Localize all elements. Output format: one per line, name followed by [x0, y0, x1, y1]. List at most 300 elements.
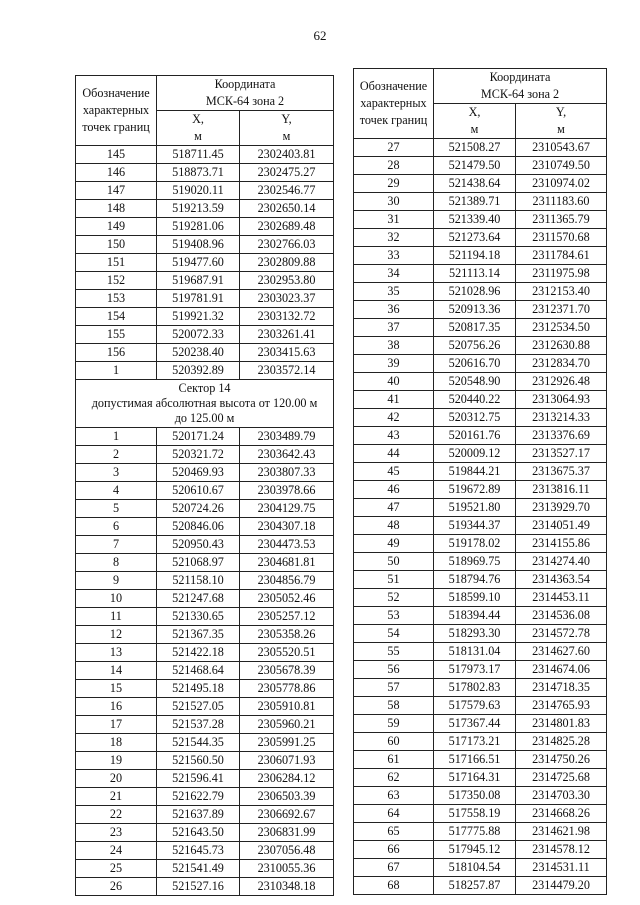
point-number-cell: 1 — [76, 428, 157, 446]
x-label: X, — [468, 105, 481, 119]
table-row — [76, 590, 334, 608]
table-row — [76, 536, 334, 554]
point-number-cell: 37 — [354, 319, 434, 337]
designation-header: Обозначение характерных точек границ — [354, 69, 434, 139]
y-unit: м — [557, 122, 565, 136]
x-coordinate-cell: 517973.17 — [434, 661, 516, 679]
table-row — [354, 463, 607, 481]
point-number-cell: 151 — [76, 254, 157, 272]
table-row — [354, 571, 607, 589]
x-coordinate-cell: 521537.28 — [157, 716, 240, 734]
table-row — [354, 193, 607, 211]
y-coordinate-cell: 2313064.93 — [516, 391, 607, 409]
point-number-cell: 50 — [354, 553, 434, 571]
y-coordinate-cell: 2314703.30 — [516, 787, 607, 805]
table-row — [354, 877, 607, 895]
x-coordinate-cell: 521560.50 — [157, 752, 240, 770]
point-number-cell: 146 — [76, 164, 157, 182]
table-row — [76, 608, 334, 626]
point-number-cell: 42 — [354, 409, 434, 427]
x-coordinate-cell: 517802.83 — [434, 679, 516, 697]
x-coordinate-cell: 520616.70 — [434, 355, 516, 373]
x-coordinate-cell: 521028.96 — [434, 283, 516, 301]
point-number-cell: 150 — [76, 236, 157, 254]
x-coordinate-cell: 519521.80 — [434, 499, 516, 517]
x-coordinate-cell: 519178.02 — [434, 535, 516, 553]
x-coordinate-cell: 520846.06 — [157, 518, 240, 536]
x-coordinate-cell: 521422.18 — [157, 644, 240, 662]
y-coordinate-cell: 2314668.26 — [516, 805, 607, 823]
y-coordinate-cell: 2302766.03 — [240, 236, 334, 254]
point-number-cell: 25 — [76, 860, 157, 878]
y-coordinate-cell: 2314718.35 — [516, 679, 607, 697]
x-coordinate-cell: 520009.12 — [434, 445, 516, 463]
x-coordinate-cell: 521527.05 — [157, 698, 240, 716]
point-number-cell: 67 — [354, 859, 434, 877]
x-coordinate-cell: 519781.91 — [157, 290, 240, 308]
table-row — [76, 146, 334, 164]
y-coordinate-cell: 2310749.50 — [516, 157, 607, 175]
y-coordinate-cell: 2314274.40 — [516, 553, 607, 571]
x-coordinate-cell: 520817.35 — [434, 319, 516, 337]
point-number-cell: 46 — [354, 481, 434, 499]
point-number-cell: 19 — [76, 752, 157, 770]
y-coordinate-cell: 2310055.36 — [240, 860, 334, 878]
table-row — [354, 211, 607, 229]
table-row — [354, 301, 607, 319]
table-row — [76, 842, 334, 860]
point-number-cell: 149 — [76, 218, 157, 236]
y-coordinate-cell: 2304129.75 — [240, 500, 334, 518]
point-number-cell: 58 — [354, 697, 434, 715]
x-coordinate-cell: 519020.11 — [157, 182, 240, 200]
table-row — [76, 362, 334, 380]
y-coordinate-cell: 2313376.69 — [516, 427, 607, 445]
table-row — [76, 446, 334, 464]
x-coordinate-cell: 519687.91 — [157, 272, 240, 290]
y-label: Y, — [281, 112, 292, 126]
table-row — [354, 445, 607, 463]
x-coordinate-cell: 521643.50 — [157, 824, 240, 842]
y-coordinate-cell: 2311975.98 — [516, 265, 607, 283]
coordinates-table-right — [353, 68, 607, 895]
y-coordinate-cell: 2306071.93 — [240, 752, 334, 770]
y-coordinate-cell: 2314765.93 — [516, 697, 607, 715]
table-row — [354, 265, 607, 283]
y-coordinate-cell: 2306503.39 — [240, 788, 334, 806]
y-coordinate-cell: 2305910.81 — [240, 698, 334, 716]
point-number-cell: 2 — [76, 446, 157, 464]
point-number-cell: 53 — [354, 607, 434, 625]
y-coordinate-cell: 2314155.86 — [516, 535, 607, 553]
y-coordinate-cell: 2313527.17 — [516, 445, 607, 463]
x-coordinate-cell: 519672.89 — [434, 481, 516, 499]
point-number-cell: 31 — [354, 211, 434, 229]
coordinates-table-left — [75, 75, 334, 896]
table-row — [354, 643, 607, 661]
y-coordinate-cell: 2312926.48 — [516, 373, 607, 391]
table-row — [354, 319, 607, 337]
table-row — [354, 499, 607, 517]
sector-title: Сектор 14 — [178, 381, 231, 395]
y-coordinate-cell: 2305358.26 — [240, 626, 334, 644]
point-number-cell: 39 — [354, 355, 434, 373]
designation-header: Обозначение характерных точек границ — [76, 76, 157, 146]
point-number-cell: 54 — [354, 625, 434, 643]
y-coordinate-cell: 2307056.48 — [240, 842, 334, 860]
y-label: Y, — [555, 105, 567, 119]
point-number-cell: 28 — [354, 157, 434, 175]
point-number-cell: 47 — [354, 499, 434, 517]
y-coordinate-cell: 2302689.48 — [240, 218, 334, 236]
y-coordinate-cell: 2302809.88 — [240, 254, 334, 272]
point-number-cell: 40 — [354, 373, 434, 391]
x-coordinate-cell: 517945.12 — [434, 841, 516, 859]
x-coordinate-cell: 521527.16 — [157, 878, 240, 896]
point-number-cell: 11 — [76, 608, 157, 626]
table-row — [76, 200, 334, 218]
table-row — [354, 607, 607, 625]
y-coordinate-cell: 2313675.37 — [516, 463, 607, 481]
table-row — [354, 787, 607, 805]
x-coordinate-cell: 518394.44 — [434, 607, 516, 625]
x-coordinate-cell: 521468.64 — [157, 662, 240, 680]
y-coordinate-cell: 2311570.68 — [516, 229, 607, 247]
table-row — [354, 715, 607, 733]
table-row — [354, 373, 607, 391]
table-row — [76, 716, 334, 734]
point-number-cell: 62 — [354, 769, 434, 787]
y-coordinate-cell: 2314536.08 — [516, 607, 607, 625]
point-number-cell: 22 — [76, 806, 157, 824]
y-coordinate-cell: 2314051.49 — [516, 517, 607, 535]
y-coordinate-cell: 2312153.40 — [516, 283, 607, 301]
x-coordinate-cell: 521389.71 — [434, 193, 516, 211]
y-coordinate-cell: 2303023.37 — [240, 290, 334, 308]
x-coordinate-cell: 517579.63 — [434, 697, 516, 715]
y-coordinate-cell: 2306284.12 — [240, 770, 334, 788]
y-coordinate-cell: 2310348.18 — [240, 878, 334, 896]
x-column-header — [434, 104, 516, 139]
point-number-cell: 43 — [354, 427, 434, 445]
y-coordinate-cell: 2305991.25 — [240, 734, 334, 752]
point-number-cell: 12 — [76, 626, 157, 644]
x-coordinate-cell: 521330.65 — [157, 608, 240, 626]
coordinate-system: МСК-64 зона 2 — [205, 94, 285, 108]
point-number-cell: 56 — [354, 661, 434, 679]
point-number-cell: 30 — [354, 193, 434, 211]
x-coordinate-cell: 519844.21 — [434, 463, 516, 481]
table-row — [76, 272, 334, 290]
y-coordinate-cell: 2310974.02 — [516, 175, 607, 193]
y-coordinate-cell: 2314363.54 — [516, 571, 607, 589]
sector-line2: до 125.00 м — [174, 411, 235, 425]
y-coordinate-cell: 2312834.70 — [516, 355, 607, 373]
x-coordinate-cell: 521645.73 — [157, 842, 240, 860]
sector-cell — [76, 380, 334, 428]
x-coordinate-cell: 520072.33 — [157, 326, 240, 344]
point-number-cell: 48 — [354, 517, 434, 535]
x-coordinate-cell: 520440.22 — [434, 391, 516, 409]
table-row — [76, 698, 334, 716]
y-coordinate-cell: 2306692.67 — [240, 806, 334, 824]
x-coordinate-cell: 519213.59 — [157, 200, 240, 218]
x-coordinate-cell: 517367.44 — [434, 715, 516, 733]
point-number-cell: 155 — [76, 326, 157, 344]
x-coordinate-cell: 517350.08 — [434, 787, 516, 805]
x-coordinate-cell: 521367.35 — [157, 626, 240, 644]
table-row — [354, 625, 607, 643]
y-coordinate-cell: 2303415.63 — [240, 344, 334, 362]
x-coordinate-cell: 517164.31 — [434, 769, 516, 787]
table-row — [76, 482, 334, 500]
x-coordinate-cell: 518131.04 — [434, 643, 516, 661]
point-number-cell: 17 — [76, 716, 157, 734]
x-coordinate-cell: 521194.18 — [434, 247, 516, 265]
y-coordinate-cell: 2304681.81 — [240, 554, 334, 572]
y-coordinate-cell: 2311365.79 — [516, 211, 607, 229]
table-row — [354, 337, 607, 355]
x-coordinate-cell: 521495.18 — [157, 680, 240, 698]
point-number-cell: 15 — [76, 680, 157, 698]
point-number-cell: 27 — [354, 139, 434, 157]
point-number-cell: 61 — [354, 751, 434, 769]
x-coordinate-cell: 520312.75 — [434, 409, 516, 427]
table-row — [76, 518, 334, 536]
x-coordinate-cell: 519281.06 — [157, 218, 240, 236]
table-row — [354, 139, 607, 157]
table-row — [354, 751, 607, 769]
point-number-cell: 45 — [354, 463, 434, 481]
y-coordinate-cell: 2303132.72 — [240, 308, 334, 326]
y-coordinate-cell: 2312534.50 — [516, 319, 607, 337]
point-number-cell: 64 — [354, 805, 434, 823]
table-row — [354, 769, 607, 787]
point-number-cell: 66 — [354, 841, 434, 859]
table-row — [76, 626, 334, 644]
x-coordinate-cell: 518711.45 — [157, 146, 240, 164]
point-number-cell: 5 — [76, 500, 157, 518]
y-coordinate-cell: 2314453.11 — [516, 589, 607, 607]
point-number-cell: 13 — [76, 644, 157, 662]
point-number-cell: 57 — [354, 679, 434, 697]
x-coordinate-cell: 521544.35 — [157, 734, 240, 752]
coordinate-title: Координата — [214, 77, 276, 91]
table-row — [76, 254, 334, 272]
y-coordinate-cell: 2313214.33 — [516, 409, 607, 427]
y-column-header — [240, 111, 334, 146]
y-coordinate-cell: 2314725.68 — [516, 769, 607, 787]
y-coordinate-cell: 2304307.18 — [240, 518, 334, 536]
point-number-cell: 3 — [76, 464, 157, 482]
sector-row — [76, 380, 334, 428]
x-unit: м — [470, 122, 479, 136]
table-row — [354, 481, 607, 499]
y-coordinate-cell: 2305052.46 — [240, 590, 334, 608]
table-row — [354, 409, 607, 427]
x-coordinate-cell: 518104.54 — [434, 859, 516, 877]
table-row — [76, 500, 334, 518]
y-coordinate-cell: 2305257.12 — [240, 608, 334, 626]
x-coordinate-cell: 520610.67 — [157, 482, 240, 500]
table-row — [76, 770, 334, 788]
table-row — [354, 247, 607, 265]
right-rows — [354, 139, 607, 895]
point-number-cell: 68 — [354, 877, 434, 895]
table-row — [76, 752, 334, 770]
coordinate-header — [157, 76, 334, 111]
point-number-cell: 153 — [76, 290, 157, 308]
left-rows-after-sector — [76, 428, 334, 896]
x-coordinate-cell: 520724.26 — [157, 500, 240, 518]
table-row — [76, 572, 334, 590]
y-coordinate-cell: 2302953.80 — [240, 272, 334, 290]
x-coordinate-cell: 519921.32 — [157, 308, 240, 326]
x-coordinate-cell: 521479.50 — [434, 157, 516, 175]
table-row — [354, 157, 607, 175]
table-row — [76, 788, 334, 806]
x-coordinate-cell: 521622.79 — [157, 788, 240, 806]
x-label: X, — [192, 112, 204, 126]
point-number-cell: 18 — [76, 734, 157, 752]
page-number: 62 — [313, 28, 327, 43]
table-row — [76, 428, 334, 446]
x-coordinate-cell: 517558.19 — [434, 805, 516, 823]
point-number-cell: 26 — [76, 878, 157, 896]
table-row — [76, 734, 334, 752]
table-row — [76, 680, 334, 698]
x-column-header — [157, 111, 240, 146]
x-coordinate-cell: 520392.89 — [157, 362, 240, 380]
x-coordinate-cell: 517173.21 — [434, 733, 516, 751]
x-coordinate-cell: 518794.76 — [434, 571, 516, 589]
point-number-cell: 52 — [354, 589, 434, 607]
y-coordinate-cell: 2310543.67 — [516, 139, 607, 157]
x-coordinate-cell: 517166.51 — [434, 751, 516, 769]
x-coordinate-cell: 520171.24 — [157, 428, 240, 446]
point-number-cell: 49 — [354, 535, 434, 553]
table-row — [354, 841, 607, 859]
x-coordinate-cell: 518293.30 — [434, 625, 516, 643]
point-number-cell: 156 — [76, 344, 157, 362]
y-coordinate-cell: 2306831.99 — [240, 824, 334, 842]
table-row — [354, 733, 607, 751]
table-row — [354, 517, 607, 535]
y-coordinate-cell: 2314825.28 — [516, 733, 607, 751]
point-number-cell: 4 — [76, 482, 157, 500]
x-coordinate-cell: 518257.87 — [434, 877, 516, 895]
x-coordinate-cell: 519344.37 — [434, 517, 516, 535]
coordinate-system: МСК-64 зона 2 — [480, 87, 560, 101]
y-coordinate-cell: 2303807.33 — [240, 464, 334, 482]
y-coordinate-cell: 2304856.79 — [240, 572, 334, 590]
x-coordinate-cell: 521113.14 — [434, 265, 516, 283]
x-coordinate-cell: 520913.36 — [434, 301, 516, 319]
y-column-header — [516, 104, 607, 139]
x-coordinate-cell: 520161.76 — [434, 427, 516, 445]
table-row — [354, 283, 607, 301]
y-coordinate-cell: 2302650.14 — [240, 200, 334, 218]
y-coordinate-cell: 2314750.26 — [516, 751, 607, 769]
y-coordinate-cell: 2311784.61 — [516, 247, 607, 265]
x-coordinate-cell: 521068.97 — [157, 554, 240, 572]
y-coordinate-cell: 2302475.27 — [240, 164, 334, 182]
x-coordinate-cell: 521273.64 — [434, 229, 516, 247]
y-coordinate-cell: 2305678.39 — [240, 662, 334, 680]
table-row — [76, 662, 334, 680]
table-row — [354, 229, 607, 247]
y-coordinate-cell: 2311183.60 — [516, 193, 607, 211]
table-row — [76, 218, 334, 236]
coordinate-title: Координата — [489, 70, 551, 84]
x-coordinate-cell: 520321.72 — [157, 446, 240, 464]
point-number-cell: 44 — [354, 445, 434, 463]
point-number-cell: 34 — [354, 265, 434, 283]
x-coordinate-cell: 518873.71 — [157, 164, 240, 182]
table-row — [354, 391, 607, 409]
y-coordinate-cell: 2303642.43 — [240, 446, 334, 464]
point-number-cell: 10 — [76, 590, 157, 608]
x-coordinate-cell: 519408.96 — [157, 236, 240, 254]
table-row — [354, 355, 607, 373]
point-number-cell: 147 — [76, 182, 157, 200]
table-row — [354, 553, 607, 571]
table-row — [354, 589, 607, 607]
sector-line1: допустимая абсолютная высота от 120.00 м — [91, 396, 318, 410]
x-coordinate-cell: 520756.26 — [434, 337, 516, 355]
point-number-cell: 20 — [76, 770, 157, 788]
sector-section — [76, 380, 334, 428]
table-row — [354, 697, 607, 715]
point-number-cell: 152 — [76, 272, 157, 290]
left-rows-before-sector — [76, 146, 334, 380]
table-row — [76, 824, 334, 842]
table-row — [76, 464, 334, 482]
table-row — [354, 175, 607, 193]
y-coordinate-cell: 2302403.81 — [240, 146, 334, 164]
x-coordinate-cell: 519477.60 — [157, 254, 240, 272]
table-row — [76, 326, 334, 344]
x-coordinate-cell: 518599.10 — [434, 589, 516, 607]
point-number-cell: 6 — [76, 518, 157, 536]
table-row — [76, 860, 334, 878]
point-number-cell: 36 — [354, 301, 434, 319]
x-coordinate-cell: 518969.75 — [434, 553, 516, 571]
point-number-cell: 35 — [354, 283, 434, 301]
y-coordinate-cell: 2314674.06 — [516, 661, 607, 679]
y-coordinate-cell: 2314627.60 — [516, 643, 607, 661]
table-row — [76, 806, 334, 824]
table-row — [354, 859, 607, 877]
table-row — [76, 164, 334, 182]
y-coordinate-cell: 2314801.83 — [516, 715, 607, 733]
y-coordinate-cell: 2302546.77 — [240, 182, 334, 200]
table-row — [354, 805, 607, 823]
point-number-cell: 7 — [76, 536, 157, 554]
point-number-cell: 21 — [76, 788, 157, 806]
table-row — [76, 182, 334, 200]
table-row — [76, 554, 334, 572]
y-coordinate-cell: 2304473.53 — [240, 536, 334, 554]
table-row — [76, 644, 334, 662]
point-number-cell: 63 — [354, 787, 434, 805]
y-coordinate-cell: 2314479.20 — [516, 877, 607, 895]
y-coordinate-cell: 2303489.79 — [240, 428, 334, 446]
table-row — [354, 823, 607, 841]
x-coordinate-cell: 521339.40 — [434, 211, 516, 229]
x-unit: м — [194, 129, 202, 143]
table-row — [76, 878, 334, 896]
